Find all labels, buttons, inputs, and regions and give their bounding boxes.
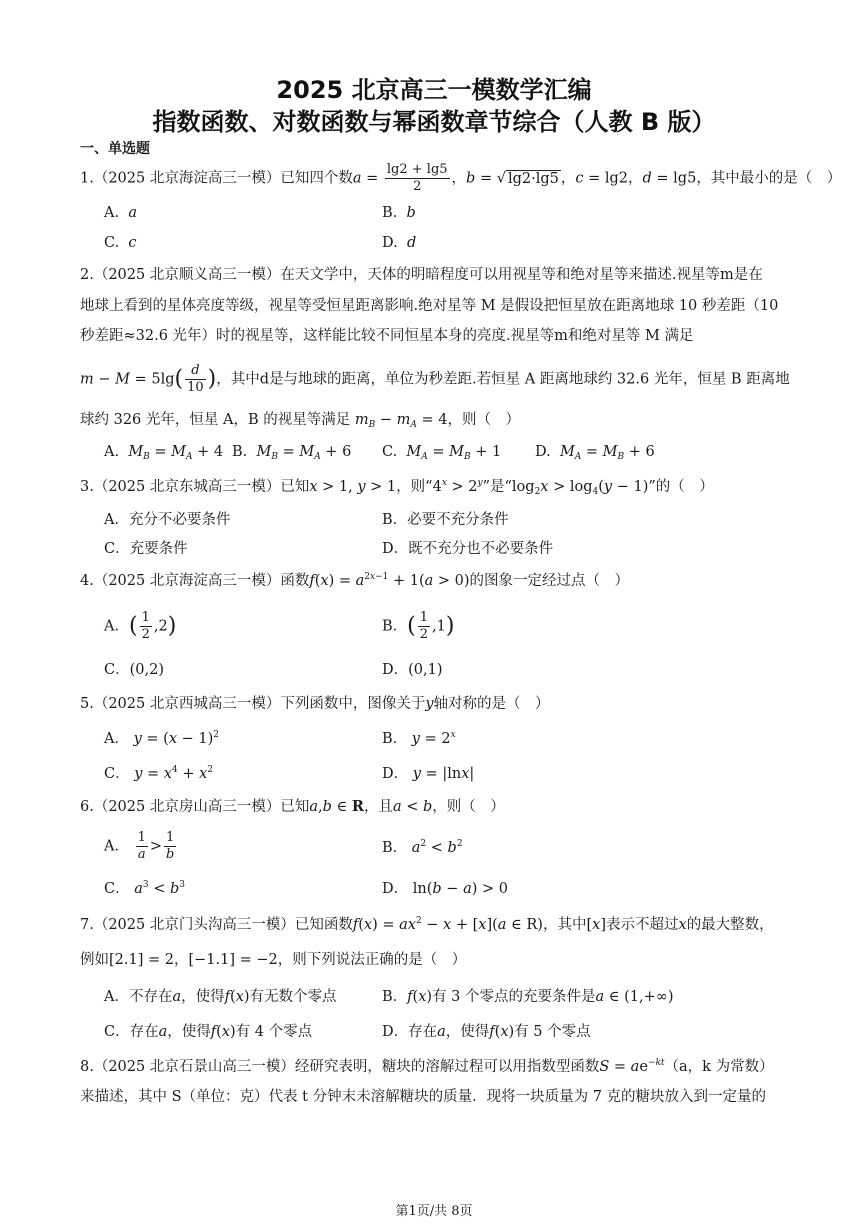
question-7-option-d: D．存在a，使得f(x)有 5 个零点: [382, 1024, 591, 1040]
question-6-option-a: A． $\frac{1}{a}$ > $\frac{1}{b}$: [104, 830, 175, 862]
question-2-line-5: 球约 326 光年，恒星 A，B 的视星等满足 $m_B - m_A = 4$，则（ ）: [80, 412, 520, 430]
question-4-option-b: B．( $\frac{1}{2}$ ,1): [382, 610, 455, 642]
question-4-option-c: C．(0,2): [104, 662, 164, 678]
question-7-option-a: A．不存在a，使得f(x)有无数个零点: [104, 989, 337, 1005]
question-2-line-3: 秒差距≈32.6 光年）时的视星等，这样能比较不同恒星本身的亮度.视星等m和绝对星等 M 满足: [80, 328, 694, 344]
question-1-stem: 1.（2025 北京海淀高三一模）已知四个数a = $\frac{\lg 2 + \lg 5}{2}$ ，b = √ lg2·lg5 ，c = lg2，d = lg5，其中最小的是（ ）: [80, 162, 842, 194]
question-8-line-2: 来描述，其中 S（单位：克）代表 t 分钟末未溶解糖块的质量．现将一块质量为 7 克的糖块放入到一定量的: [80, 1089, 767, 1105]
question-3-option-b: B．必要不充分条件: [382, 512, 509, 528]
question-2-option-c: C. $M_A = M_B + 1$: [382, 444, 502, 462]
question-1-option-a: A. a: [104, 205, 137, 221]
question-3-stem: 3.（2025 北京东城高三一模）已知x > 1, y > 1，则“$4^x > 2^y$”是“$\log_2x > \log_4(y - 1)$”的（ ）: [80, 478, 714, 497]
page-title: 2025 北京高三一模数学汇编: [276, 76, 592, 104]
question-2-option-d: D. $M_A = M_B + 6$: [535, 444, 655, 462]
question-6-option-d: D． ln(b − a) > 0: [382, 881, 508, 897]
question-3-option-d: D．既不充分也不必要条件: [382, 541, 554, 557]
question-6-option-c: C． $a^3 < b^3$: [104, 880, 186, 897]
question-1-option-c: C. c: [104, 235, 137, 251]
question-8-line-1: 8.（2025 北京石景山高三一模）经研究表明，糖块的溶解过程可以用指数型函数$S = ae^{-kt}(a$，k 为常数）: [80, 1058, 774, 1075]
page-footer: 第1页/共 8页: [395, 1204, 473, 1219]
section-heading: 一、单选题: [80, 141, 150, 157]
question-7-line-1: 7.（2025 北京门头沟高三一模）已知函数$f(x) = ax^2 - x + [x](a$ ∈ R)，其中[x]表示不超过x的最大整数，: [80, 916, 774, 933]
question-7-line-2: 例如[2.1] = 2，[−1.1] = −2，则下列说法正确的是（ ）: [80, 952, 467, 968]
question-1-option-d: D. d: [382, 235, 417, 251]
question-5-option-a: A． $y = (x - 1)^2$: [104, 730, 219, 747]
question-5-option-b: B． $y = 2^x$: [382, 730, 456, 747]
question-5-option-c: C． $y = x^4 + x^2$: [104, 765, 214, 782]
question-7-option-c: C．存在a，使得f(x)有 4 个零点: [104, 1024, 313, 1040]
question-2-option-b: B. $M_B = M_A + 6$: [232, 444, 352, 462]
question-1-option-b: B. b: [382, 205, 416, 221]
question-4-option-a: A．( $\frac{1}{2}$ ,2): [104, 610, 177, 642]
page-subtitle: 指数函数、对数函数与幂函数章节综合（人教 B 版）: [152, 108, 716, 136]
question-2-option-a: A. $M_B = M_A + 4$: [104, 444, 224, 462]
question-5-stem: 5.（2025 北京西城高三一模）下列函数中，图像关于y轴对称的是（ ）: [80, 696, 550, 712]
question-2-line-2: 地球上看到的星体亮度等级，视星等受恒星距离影响.绝对星等 M 是假设把恒星放在距离地球 10 秒差距（10: [80, 298, 779, 314]
question-2-line-4: m − M = 5lg( $\frac{d}{10}$ )，其中d是与地球的距离，单位为秒差距.若恒星 A 距离地球约 32.6 光年，恒星 B 距离地: [80, 363, 790, 395]
question-3-option-c: C．充要条件: [104, 541, 188, 557]
question-7-option-b: B．f(x)有 3 个零点的充要条件是a ∈ (1,+∞): [382, 989, 674, 1005]
question-6-option-b: B． $a^2 < b^2$: [382, 839, 463, 856]
question-6-stem: 6.（2025 北京房山高三一模）已知a,b ∈ R，且a < b，则（ ）: [80, 798, 505, 815]
question-5-option-d: D． y = |lnx|: [382, 766, 475, 782]
question-2-line-1: 2.（2025 北京顺义高三一模）在天文学中，天体的明暗程度可以用视星等和绝对星等来描述.视星等m是在: [80, 267, 763, 283]
question-3-option-a: A．充分不必要条件: [104, 512, 231, 528]
question-4-stem: 4.（2025 北京海淀高三一模）函数$f(x) = a^{2x-1} + 1(a > 0)$的图象一定经过点（ ）: [80, 572, 630, 589]
question-4-option-d: D．(0,1): [382, 662, 443, 678]
